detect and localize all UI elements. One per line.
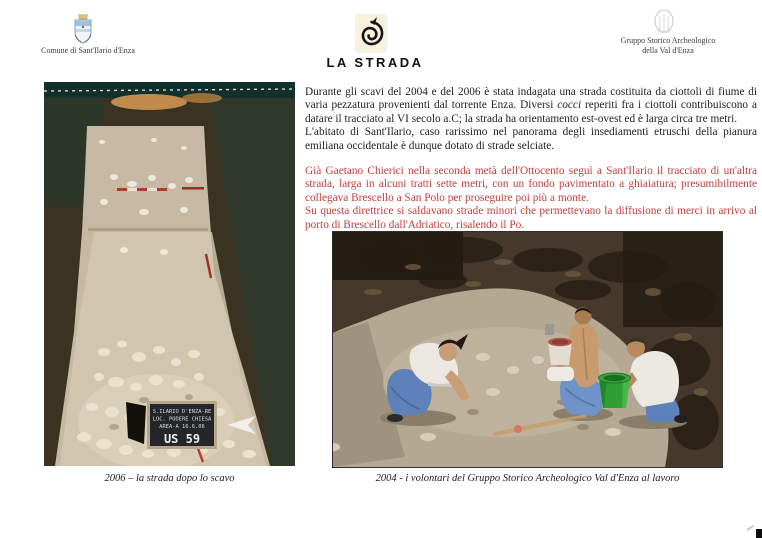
page-title: LA STRADA (326, 55, 424, 70)
chalkboard-line3: AREA-A 16.6.06 (159, 424, 205, 430)
article-text (305, 86, 757, 232)
paragraph-black-1 (305, 86, 757, 126)
caption-right-photo: 2004 - i volontari del Gruppo Storico Archeologico Val d'Enza al lavoro (375, 473, 680, 484)
chalkboard-line2: LOC. PODERE CHIESA (152, 416, 212, 423)
scan-corner-mark (756, 529, 762, 538)
right-institution-line1: Gruppo Storico Archeologico (620, 36, 716, 45)
white-bucket-icon (548, 338, 572, 365)
right-institution-name (596, 36, 740, 56)
caption-left-photo: 2006 – la strada dopo lo scavo (104, 473, 235, 484)
p1-italic-word: cocci (557, 99, 582, 112)
photo-volunteers-at-work (333, 232, 722, 467)
green-bucket-icon (599, 373, 631, 408)
spiral-icon (356, 15, 386, 52)
p1-before: Durante gli scavi del 2004 e del 2006 è stata indagata una strada costituita da ciottoli di fiume di varia pezzatura provenienti dal torrente Enza. Diversi (305, 86, 757, 112)
comune-coat-of-arms-icon (72, 13, 94, 45)
left-institution-name: Comune di Sant'Ilario d'Enza (41, 46, 135, 55)
chalkboard-line1: S.ILARIO D'ENZA-RE (152, 409, 212, 415)
plastic-bag-icon (547, 367, 574, 381)
chalkboard-sign-icon (147, 401, 217, 449)
paragraph-red-1: Già Gaetano Chierici nella seconda metà dell'Ottocento seguì a Sant'Ilario il tracciato di un'altra strada, larga in alcuni tratti sette metri, con un fondo pavimentato a ghiaiatura; presumibilmente collegava Brescello a San Polo per proseguire poi più a monte. (305, 165, 757, 204)
right-institution-line2: della Val d'Enza (642, 46, 694, 55)
gruppo-sketch-logo-icon (646, 8, 682, 38)
spiral-logo (356, 15, 386, 52)
paragraph-black-2: L'abitato di Sant'Ilario, caso rarissimo nel panorama degli insediamenti etruschi della pianura emiliana occidentale è dunque dotato di strade selciate. (305, 126, 757, 152)
chalkboard-line4: US 59 (163, 432, 201, 446)
photo-trench-after-excavation (44, 82, 295, 466)
scan-smudge (746, 525, 754, 531)
paragraph-red-2: Su questa direttrice si saldavano strade minori che permettevano la diffusione di merci in arrivo al porto di Brescello dall'Adriatico, risalendo il Po. (305, 205, 757, 231)
p1-after: reperiti fra i ciottoli contribuiscono a datare il tracciato al VI secolo a.C; la strada ha orientamento est-ovest ed è larga circa tre metri. (305, 99, 757, 125)
